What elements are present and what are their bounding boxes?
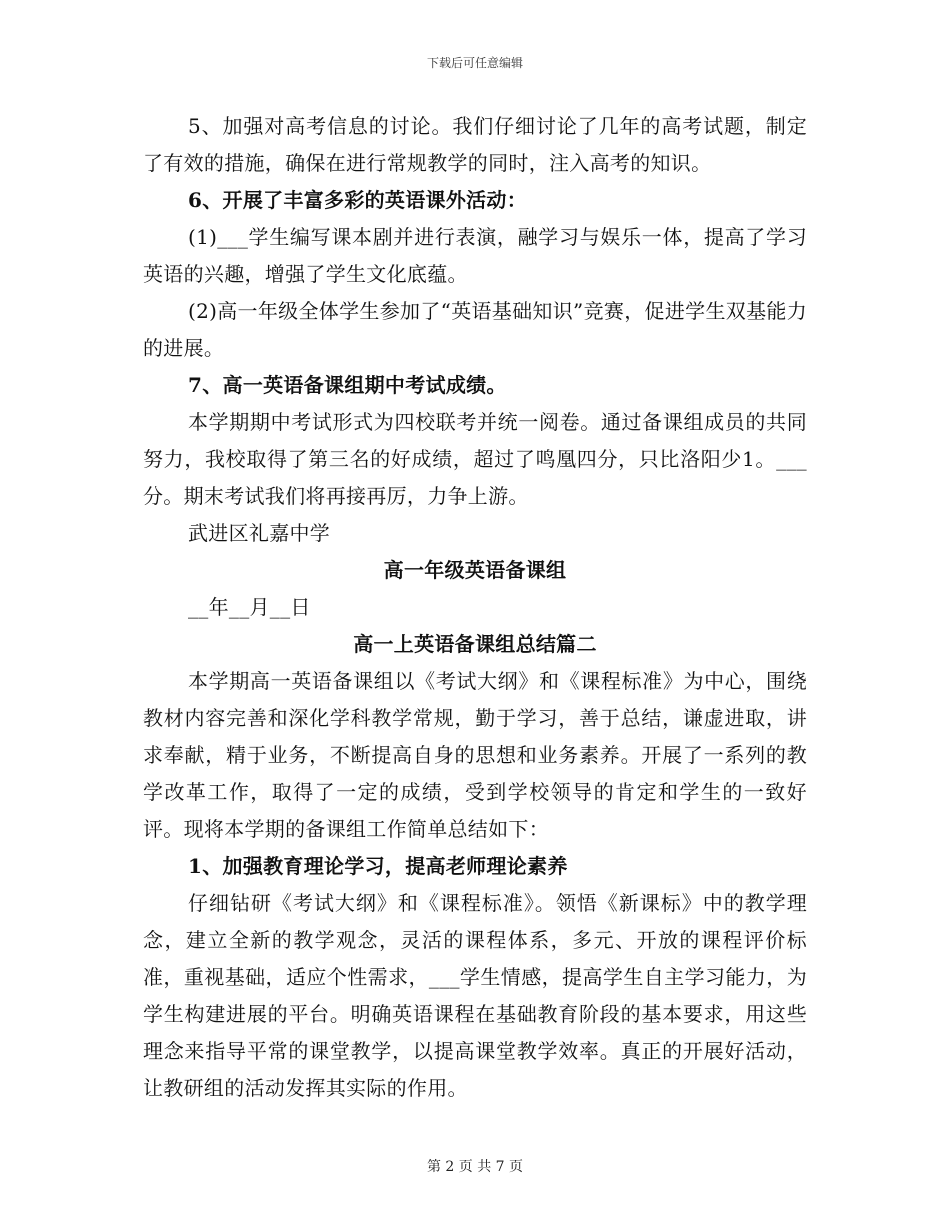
page-number: 第 2 页 共 7 页	[426, 1159, 524, 1175]
paragraph-activity-1: (1)___学生编写课本剧并进行表演，融学习与娱乐一体，提高了学习英语的兴趣，增强了学生文化底蕴。	[143, 225, 807, 286]
heading-activities: 6、开展了丰富多彩的英语课外活动：	[188, 188, 528, 212]
date-line: __年__月__日	[188, 595, 311, 619]
paragraph-activity-2: (2)高一年级全体学生参加了“英语基础知识”竞赛，促进学生双基能力的进展。	[143, 299, 807, 360]
heading-midterm: 7、高一英语备课组期中考试成绩。	[188, 373, 507, 397]
paragraph-exam-info: 5、加强对高考信息的讨论。我们仔细讨论了几年的高考试题，制定了有效的措施，确保在进行常规教学的同时，注入高考的知识。	[143, 114, 807, 175]
paragraph-intro: 本学期高一英语备课组以《考试大纲》和《课程标准》为中心，围绕教材内容完善和深化学科教学常规，勤于学习，善于总结，谦虚进取，讲求奉献，精于业务，不断提高自身的思想和业务素养。开展了一系列的教学改革工作，取得了一定的成绩，受到学校领导的肯定和学生的一致好评。现将本学期的备课组工作简单总结如下：	[143, 669, 807, 841]
school-name: 武进区礼嘉中学	[188, 521, 331, 545]
document-body	[143, 108, 807, 1107]
section-title: 高一上英语备课组总结篇二	[353, 632, 597, 656]
group-name: 高一年级英语备课组	[383, 558, 567, 582]
paragraph-theory: 仔细钻研《考试大纲》和《课程标准》。领悟《新课标》中的教学理念，建立全新的教学观念，灵活的课程体系，多元、开放的课程评价标准，重视基础，适应个性需求，___学生情感，提高学生自主学习能力，为学生构建进展的平台。明确英语课程在基础教育阶段的基本要求，用这些理念来指导平常的课堂教学，以提高课堂教学效率。真正的开展好活动，让教研组的活动发挥其实际的作用。	[143, 891, 807, 1100]
page-header-note: 下载后可任意编辑	[426, 56, 523, 70]
heading-theory: 1、加强教育理论学习，提高老师理论素养	[188, 854, 568, 878]
paragraph-midterm-results: 本学期期中考试形式为四校联考并统一阅卷。通过备课组成员的共同努力，我校取得了第三名的好成绩，超过了鸣凰四分，只比洛阳少1。___分。期末考试我们将再接再厉，力争上游。	[143, 410, 807, 508]
